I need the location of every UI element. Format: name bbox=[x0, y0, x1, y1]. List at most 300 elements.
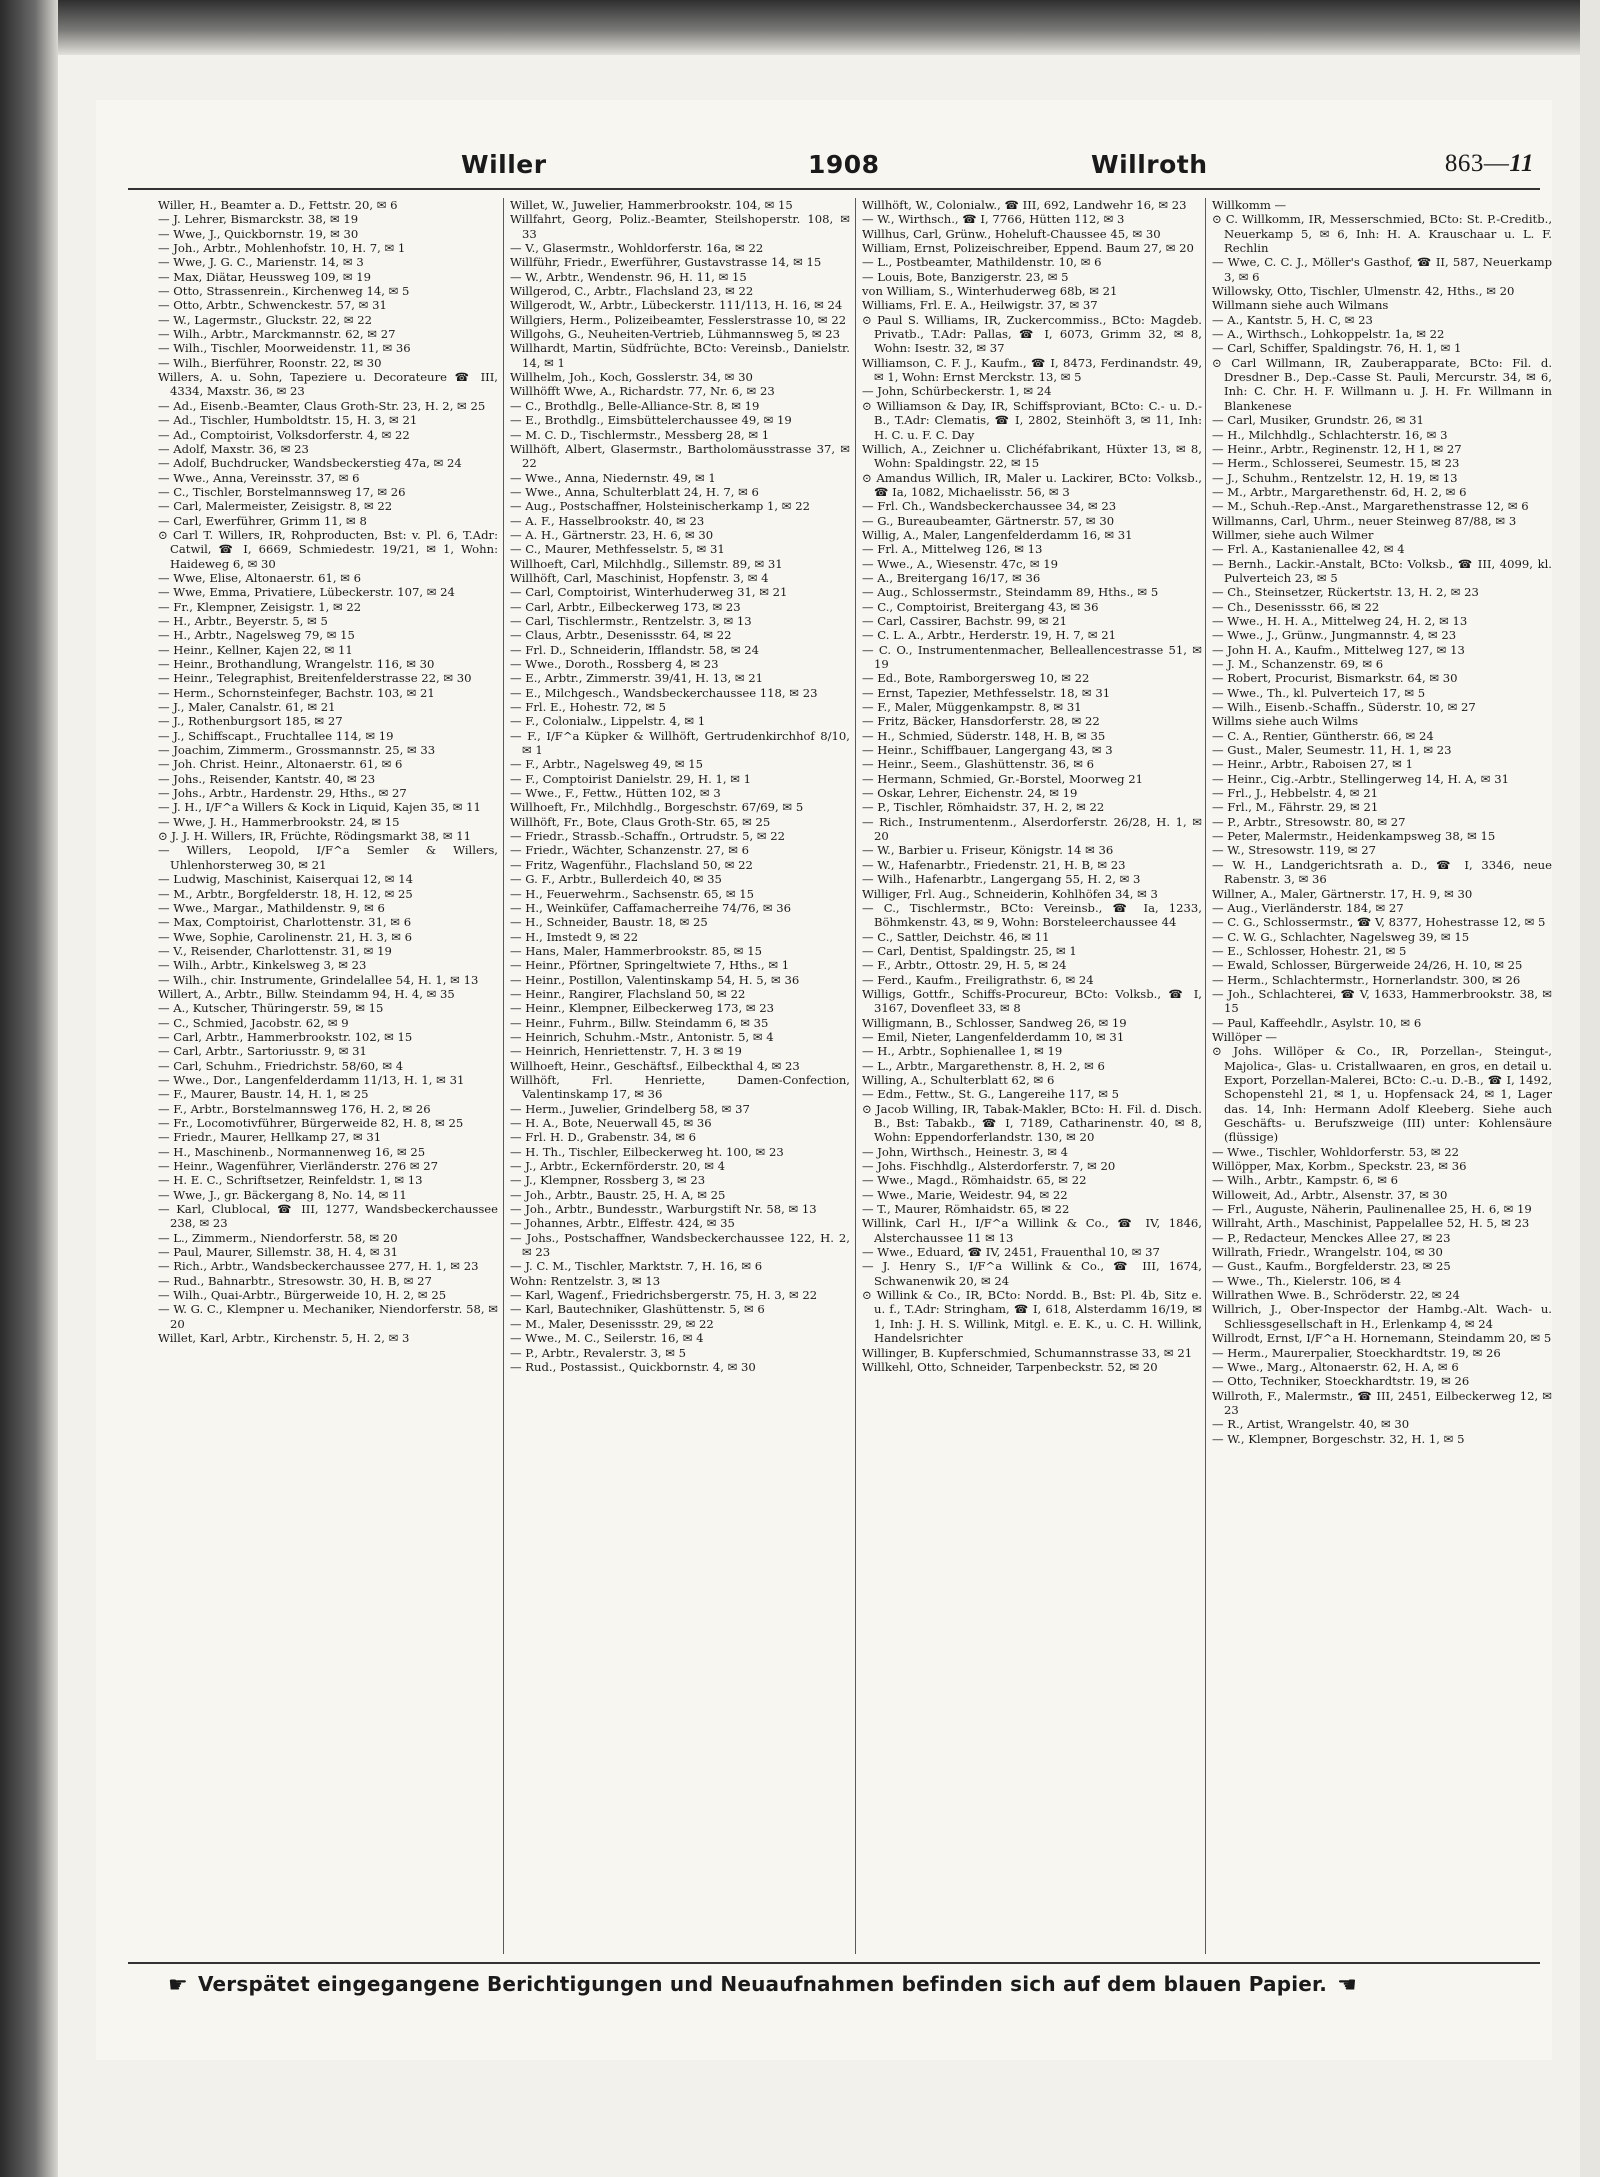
directory-entry: — Karl, Clublocal, ☎ III, 1277, Wandsbeckerchaussee 238, ✉ 23 bbox=[158, 1202, 498, 1231]
directory-entry: — Heinr., Pförtner, Springeltwiete 7, Hths., ✉ 1 bbox=[510, 958, 790, 973]
directory-entry: — Wwe., Anna, Schulterblatt 24, H. 7, ✉ 6 bbox=[510, 484, 759, 499]
directory-entry: — A., Breitergang 16/17, ✉ 36 bbox=[862, 570, 1041, 585]
directory-entry: — G., Bureaubeamter, Gärtnerstr. 57, ✉ 30 bbox=[862, 513, 1115, 528]
directory-entry: Willraht, Arth., Maschinist, Pappelallee 52, H. 5, ✉ 23 bbox=[1212, 1216, 1530, 1231]
directory-entry: — W., Stresowstr. 119, ✉ 27 bbox=[1212, 843, 1376, 858]
directory-entry: Willhoeft, Heinr., Geschäftsf., Eilbeckthal 4, ✉ 23 bbox=[510, 1058, 800, 1073]
directory-entry: — Wwe, Sophie, Carolinenstr. 21, H. 3, ✉ 6 bbox=[158, 929, 412, 944]
directory-entry: Willführ, Friedr., Ewerführer, Gustavstrasse 14, ✉ 15 bbox=[510, 255, 822, 270]
directory-entry: — E., Schlosser, Hohestr. 21, ✉ 5 bbox=[1212, 943, 1407, 958]
page-number-main: 863— bbox=[1444, 150, 1510, 177]
directory-entry: — H., Weinküfer, Caffamacherreihe 74/76, ✉ 36 bbox=[510, 900, 791, 915]
directory-entry: — Aug., Postschaffner, Holsteinischerkamp 1, ✉ 22 bbox=[510, 499, 810, 514]
directory-entry: — E., Arbtr., Zimmerstr. 39/41, H. 13, ✉ 21 bbox=[510, 671, 764, 686]
directory-entry: — John H. A., Kaufm., Mittelweg 127, ✉ 13 bbox=[1212, 642, 1465, 657]
directory-entry: Williger, Frl. Aug., Schneiderin, Kohlhöfen 34, ✉ 3 bbox=[862, 886, 1158, 901]
directory-entry: — Wwe., Anna, Niedernstr. 49, ✉ 1 bbox=[510, 470, 716, 485]
directory-entry: — Aug., Schlossermstr., Steindamm 89, Hths., ✉ 5 bbox=[862, 585, 1159, 600]
directory-entry: — C. L. A., Arbtr., Herderstr. 19, H. 7, ✉ 21 bbox=[862, 628, 1117, 643]
header-rule bbox=[128, 188, 1540, 190]
directory-entry: — Wwe, J. H., Hammerbrookstr. 24, ✉ 15 bbox=[158, 814, 400, 829]
directory-entry: — Frl. Ch., Wandsbeckerchaussee 34, ✉ 23 bbox=[862, 499, 1117, 514]
directory-entry: — Bernh., Lackir.-Anstalt, BCto: Volksb., ☎ III, 4099, kl. Pulverteich 23, ✉ 5 bbox=[1212, 556, 1552, 585]
directory-entry: — A. F., Hasselbrookstr. 40, ✉ 23 bbox=[510, 513, 705, 528]
directory-entry: — E., Milchgesch., Wandsbeckerchaussee 118, ✉ 23 bbox=[510, 685, 818, 700]
directory-entry: Willkomm — bbox=[1212, 198, 1287, 212]
directory-entry: Willhöft, Albert, Glasermstr., Bartholomäusstrasse 37, ✉ 22 bbox=[510, 441, 850, 471]
directory-entry: — H., Imstedt 9, ✉ 22 bbox=[510, 929, 639, 944]
directory-entry: Willfahrt, Georg, Poliz.-Beamter, Steilshoperstr. 108, ✉ 33 bbox=[510, 212, 850, 241]
directory-entry: — C., Brothdlg., Belle-Alliance-Str. 8, ✉ 19 bbox=[510, 398, 760, 413]
directory-entry: — H., Milchhdlg., Schlachterstr. 16, ✉ 3 bbox=[1212, 427, 1448, 442]
directory-entry: — Carl, Ewerführer, Grimm 11, ✉ 8 bbox=[158, 513, 367, 528]
directory-entry: Willrich, J., Ober-Inspector der Hambg.-Alt. Wach- u. Schliessgesellschaft in H., Erlenkamp 4, ✉ 24 bbox=[1212, 1302, 1552, 1331]
directory-entry: — Ludwig, Maschinist, Kaiserquai 12, ✉ 14 bbox=[158, 872, 413, 887]
directory-entry: — Wwe., M. C., Seilerstr. 16, ✉ 4 bbox=[510, 1331, 704, 1346]
directory-column-2 bbox=[510, 198, 850, 1954]
directory-entry: Willrathen Wwe. B., Schröderstr. 22, ✉ 24 bbox=[1212, 1288, 1460, 1303]
directory-entry: — J., Maler, Canalstr. 61, ✉ 21 bbox=[158, 700, 336, 715]
directory-entry: ⊙ C. Willkomm, IR, Messerschmied, BCto: St. P.-Creditb., Neuerkamp 5, ✉ 6, Inh: H. A. Krauschaar u. L. F. Rechlin bbox=[1212, 212, 1552, 256]
directory-entry: — J. C. M., Tischler, Marktstr. 7, H. 16, ✉ 6 bbox=[510, 1259, 763, 1274]
directory-entry: — P., Arbtr., Revalerstr. 3, ✉ 5 bbox=[510, 1345, 687, 1360]
directory-entry: — Carl, Musiker, Grundstr. 26, ✉ 31 bbox=[1212, 413, 1424, 428]
directory-entry: — Carl, Malermeister, Zeisigstr. 8, ✉ 22 bbox=[158, 499, 393, 514]
directory-entry: Willhus, Carl, Grünw., Hoheluft-Chaussee 45, ✉ 30 bbox=[862, 226, 1161, 241]
directory-entry: — Claus, Arbtr., Desenissstr. 64, ✉ 22 bbox=[510, 628, 732, 643]
directory-entry: — W., Barbier u. Friseur, Königstr. 14 ✉ 36 bbox=[862, 843, 1114, 858]
directory-entry: ⊙ Amandus Willich, IR, Maler u. Lackirer, BCto: Volksb., ☎ Ia, 1082, Michaelisstr. 56, ✉ 3 bbox=[862, 470, 1202, 499]
directory-entry: von William, S., Winterhuderweg 68b, ✉ 21 bbox=[862, 284, 1118, 299]
directory-entry: — Johannes, Arbtr., Elffestr. 424, ✉ 35 bbox=[510, 1216, 735, 1231]
directory-entry: — Ewald, Schlosser, Bürgerweide 24/26, H. 10, ✉ 25 bbox=[1212, 958, 1523, 973]
directory-entry: Willich, A., Zeichner u. Clichéfabrikant, Hüxter 13, ✉ 8, Wohn: Spaldingstr. 22, ✉ 15 bbox=[862, 441, 1202, 471]
directory-entry: Willhöft, Fr., Bote, Claus Groth-Str. 65, ✉ 25 bbox=[510, 814, 771, 829]
directory-entry: Willers, A. u. Sohn, Tapeziere u. Decorateure ☎ III, 4334, Maxstr. 36, ✉ 23 bbox=[158, 370, 498, 399]
directory-entry: — E., Brothdlg., Eimsbüttelerchaussee 49, ✉ 19 bbox=[510, 413, 792, 428]
directory-entry: — Heinr., Arbtr., Reginenstr. 12, H 1, ✉ 27 bbox=[1212, 441, 1462, 456]
directory-entry: ⊙ Willink & Co., IR, BCto: Nordd. B., Bst: Pl. 4b, Sitz e. u. f., T.Adr: Stringham, ☎ I, 618, Alsterdamm 16/19, ✉ 1, Inh: J. H. S. Willink, Mitgl. e. E. K., u. C. H. Willink, Handelsrichter bbox=[862, 1288, 1202, 1346]
directory-entry: ⊙ Carl Willmann, IR, Zauberapparate, BCto: Fil. d. Dresdner B., Dep.-Casse St. Pauli, Mercurstr. 34, ✉ 6, Inh: C. Chr. H. F. Willmann u. J. H. Fr. Willmann in Blankenese bbox=[1212, 355, 1552, 413]
directory-entry: — Fr., Locomotivführer, Bürgerweide 82, H. 8, ✉ 25 bbox=[158, 1116, 464, 1130]
directory-entry: — Johs. Fischhdlg., Alsterdorferstr. 7, ✉ 20 bbox=[862, 1159, 1116, 1174]
directory-entry: — Joh., Arbtr., Baustr. 25, H. A, ✉ 25 bbox=[510, 1187, 726, 1202]
directory-entry: — F., Maler, Müggenkampstr. 8, ✉ 31 bbox=[862, 700, 1082, 715]
directory-entry: — J., Schuhm., Rentzelstr. 12, H. 19, ✉ 13 bbox=[1212, 470, 1458, 485]
directory-column-1 bbox=[158, 198, 498, 1954]
directory-entry: — Johs., Postschaffner, Wandsbeckerchaussee 122, H. 2, ✉ 23 bbox=[510, 1230, 850, 1260]
directory-entry: — Wwe., H. H. A., Mittelweg 24, H. 2, ✉ 13 bbox=[1212, 613, 1468, 628]
directory-entry: — Wwe., Anna, Vereinsstr. 37, ✉ 6 bbox=[158, 470, 360, 485]
directory-entry: ⊙ Williamson & Day, IR, Schiffsproviant, BCto: C.- u. D.-B., T.Adr: Clematis, ☎ I, 2802, Steinhöft 3, ✉ 11, Inh: H. C. u. F. C. Day bbox=[862, 398, 1202, 442]
directory-entry: Willhöft, Frl. Henriette, Damen-Confection, Valentinskamp 17, ✉ 36 bbox=[510, 1072, 850, 1102]
directory-entry: — Frl., M., Fährstr. 29, ✉ 21 bbox=[1212, 800, 1379, 815]
directory-entry: — A., Kantstr. 5, H. C, ✉ 23 bbox=[1212, 312, 1373, 327]
directory-entry: — J., Klempner, Rossberg 3, ✉ 23 bbox=[510, 1173, 706, 1188]
directory-entry: — Paul, Maurer, Sillemstr. 38, H. 4, ✉ 31 bbox=[158, 1245, 398, 1260]
directory-entry: — Heinrich, Henriettenstr. 7, H. 3 ✉ 19 bbox=[510, 1044, 742, 1059]
directory-entry: — Frl. E., Hohestr. 72, ✉ 5 bbox=[510, 700, 667, 715]
directory-entry: Willöper — bbox=[1212, 1029, 1277, 1044]
directory-entry: Williams, Frl. E. A., Heilwigstr. 37, ✉ 37 bbox=[862, 298, 1098, 313]
directory-entry: — Wilh., Arbtr., Marckmannstr. 62, ✉ 27 bbox=[158, 327, 396, 342]
header-first-name: Willer bbox=[461, 150, 547, 179]
directory-entry: — W., Klempner, Borgeschstr. 32, H. 1, ✉ 5 bbox=[1212, 1431, 1465, 1446]
directory-entry: — G. F., Arbtr., Bullerdeich 40, ✉ 35 bbox=[510, 872, 722, 887]
directory-entry: — Frl. D., Schneiderin, Ifflandstr. 58, ✉ 24 bbox=[510, 642, 760, 657]
directory-entry: — J. M., Schanzenstr. 69, ✉ 6 bbox=[1212, 657, 1384, 671]
directory-entry: — H., Schneider, Baustr. 18, ✉ 25 bbox=[510, 915, 708, 930]
directory-entry: — L., Postbeamter, Mathildenstr. 10, ✉ 6 bbox=[862, 255, 1102, 270]
directory-entry: Willet, Karl, Arbtr., Kirchenstr. 5, H. 2, ✉ 3 bbox=[158, 1331, 410, 1346]
directory-entry: — Joachim, Zimmerm., Grossmannstr. 25, ✉ 33 bbox=[158, 743, 436, 758]
directory-entry: — Willers, Leopold, I/F^a Semler & Willers, Uhlenhorsterweg 30, ✉ 21 bbox=[158, 843, 498, 872]
directory-entry: William, Ernst, Polizeischreiber, Eppend. Baum 27, ✉ 20 bbox=[862, 241, 1194, 256]
directory-entry: — Wilh., Arbtr., Kampstr. 6, ✉ 6 bbox=[1212, 1173, 1399, 1188]
pointing-hand-icon: ☚ bbox=[1337, 1973, 1358, 1998]
directory-entry: — Karl, Bautechniker, Glashüttenstr. 5, ✉ 6 bbox=[510, 1302, 765, 1317]
directory-entry: — Hermann, Schmied, Gr.-Borstel, Moorweg 21 bbox=[862, 771, 1144, 786]
directory-entry: — Wwe., Th., kl. Pulverteich 17, ✉ 5 bbox=[1212, 685, 1426, 700]
directory-entry: — Wwe., A., Wiesenstr. 47c, ✉ 19 bbox=[862, 556, 1059, 571]
directory-entry: — Wwe., Doroth., Rossberg 4, ✉ 23 bbox=[510, 657, 719, 671]
directory-entry: Willhelm, Joh., Koch, Gosslerstr. 34, ✉ 30 bbox=[510, 370, 753, 385]
directory-entry: — Karl, Wagenf., Friedrichsbergerstr. 75, H. 3, ✉ 22 bbox=[510, 1288, 818, 1303]
directory-entry: — C., Maurer, Methfesselstr. 5, ✉ 31 bbox=[510, 542, 725, 557]
directory-entry: — Frl. A., Mittelweg 126, ✉ 13 bbox=[862, 542, 1043, 557]
directory-entry: Willowsky, Otto, Tischler, Ulmenstr. 42, Hths., ✉ 20 bbox=[1212, 284, 1515, 299]
scan-border-right bbox=[1580, 0, 1600, 2177]
directory-entry: — Gust., Kaufm., Borgfelderstr. 23, ✉ 25 bbox=[1212, 1259, 1451, 1274]
directory-entry: — F., Arbtr., Nagelsweg 49, ✉ 15 bbox=[510, 757, 704, 772]
directory-entry: — Fr., Klempner, Zeisigstr. 1, ✉ 22 bbox=[158, 599, 362, 614]
directory-entry: — Wwe., Marie, Weidestr. 94, ✉ 22 bbox=[862, 1187, 1068, 1202]
directory-entry: — Heinr., Cig.-Arbtr., Stellingerweg 14, H. A, ✉ 31 bbox=[1212, 771, 1509, 786]
footer-notice bbox=[168, 1972, 1408, 2006]
directory-entry: — Ad., Eisenb.-Beamter, Claus Groth-Str. 23, H. 2, ✉ 25 bbox=[158, 398, 486, 413]
directory-entry: — Wilh., Tischler, Moorweidenstr. 11, ✉ 36 bbox=[158, 341, 411, 356]
directory-entry: — Joh., Arbtr., Bundesstr., Warburgstift Nr. 58, ✉ 13 bbox=[510, 1202, 817, 1217]
directory-entry: — W., Hafenarbtr., Friedenstr. 21, H. B, ✉ 23 bbox=[862, 857, 1126, 872]
directory-entry: — Emil, Nieter, Langenfelderdamm 10, ✉ 31 bbox=[862, 1029, 1125, 1044]
directory-entry: — Hans, Maler, Hammerbrookstr. 85, ✉ 15 bbox=[510, 943, 762, 958]
directory-entry: — C. A., Rentier, Güntherstr. 66, ✉ 24 bbox=[1212, 728, 1434, 743]
directory-entry: — H., Feuerwehrm., Sachsenstr. 65, ✉ 15 bbox=[510, 886, 755, 901]
directory-entry: — H., Arbtr., Sophienallee 1, ✉ 19 bbox=[862, 1044, 1063, 1059]
directory-entry: — Frl. H. D., Grabenstr. 34, ✉ 6 bbox=[510, 1130, 696, 1145]
directory-entry: — J. Lehrer, Bismarckstr. 38, ✉ 19 bbox=[158, 212, 359, 227]
directory-entry: — L., Arbtr., Margarethenstr. 8, H. 2, ✉ 6 bbox=[862, 1058, 1105, 1073]
directory-entry: — Fritz, Bäcker, Hansdorferstr. 28, ✉ 22 bbox=[862, 714, 1100, 729]
directory-entry: Willhöft, Carl, Maschinist, Hopfenstr. 3, ✉ 4 bbox=[510, 570, 769, 585]
directory-entry: — H. E. C., Schriftsetzer, Reinfeldstr. 1, ✉ 13 bbox=[158, 1173, 423, 1188]
directory-entry: — Wwe., Tischler, Wohldorferstr. 53, ✉ 22 bbox=[1212, 1144, 1460, 1159]
directory-entry: — Johs., Reisender, Kantstr. 40, ✉ 23 bbox=[158, 771, 376, 786]
directory-entry: — Fritz, Wagenführ., Flachsland 50, ✉ 22 bbox=[510, 857, 753, 872]
directory-entry: ⊙ Jacob Willing, IR, Tabak-Makler, BCto: H. Fil. d. Disch. B., Bst: Tabakb., ☎ I, 7189, Catharinenstr. 40, ✉ 8, Wohn: Eppendorferlandstr. 130, ✉ 20 bbox=[862, 1101, 1202, 1145]
directory-entry: — Wilh., Bierführer, Roonstr. 22, ✉ 30 bbox=[158, 355, 382, 370]
directory-entry: — A., Kutscher, Thüringerstr. 59, ✉ 15 bbox=[158, 1001, 384, 1016]
directory-entry: ⊙ J. J. H. Willers, IR, Früchte, Rödingsmarkt 38, ✉ 11 bbox=[158, 829, 472, 844]
directory-entry: — Aug., Vierländerstr. 184, ✉ 27 bbox=[1212, 900, 1404, 915]
directory-entry: Wohn: Rentzelstr. 3, ✉ 13 bbox=[510, 1273, 661, 1288]
directory-entry: Willhöfft Wwe, A., Richardstr. 77, Nr. 6, ✉ 23 bbox=[510, 384, 775, 399]
directory-entry: Willer, H., Beamter a. D., Fettstr. 20, ✉ 6 bbox=[158, 198, 398, 212]
directory-entry: — C., Sattler, Deichstr. 46, ✉ 11 bbox=[862, 929, 1050, 944]
running-header bbox=[96, 150, 1552, 186]
directory-entry: — Gust., Maler, Seumestr. 11, H. 1, ✉ 23 bbox=[1212, 743, 1452, 758]
directory-entry: Willgerodt, W., Arbtr., Lübeckerstr. 111/113, H. 16, ✉ 24 bbox=[510, 298, 843, 313]
directory-entry: — Rich., Instrumentenm., Alserdorferstr. 26/28, H. 1, ✉ 20 bbox=[862, 814, 1202, 844]
directory-entry: — Frl., Auguste, Näherin, Paulinenallee 25, H. 6, ✉ 19 bbox=[1212, 1202, 1532, 1217]
directory-entry: Willgerod, C., Arbtr., Flachsland 23, ✉ 22 bbox=[510, 284, 754, 299]
directory-entry: — Wwe., F., Fettw., Hütten 102, ✉ 3 bbox=[510, 786, 721, 801]
directory-entry: Willkehl, Otto, Schneider, Tarpenbeckstr. 52, ✉ 20 bbox=[862, 1359, 1158, 1374]
directory-entry: — F., Maurer, Baustr. 14, H. 1, ✉ 25 bbox=[158, 1087, 369, 1102]
directory-entry: — Adolf, Buchdrucker, Wandsbeckerstieg 47a, ✉ 24 bbox=[158, 456, 462, 471]
directory-entry: Willmann siehe auch Wilmans bbox=[1212, 298, 1389, 313]
directory-entry: — Herm., Schlosserei, Seumestr. 15, ✉ 23 bbox=[1212, 456, 1460, 471]
directory-entry: — Joh. Christ. Heinr., Altonaerstr. 61, ✉ 6 bbox=[158, 757, 403, 772]
directory-entry: — A. H., Gärtnerstr. 23, H. 6, ✉ 30 bbox=[510, 527, 714, 542]
directory-entry: — Robert, Procurist, Bismarkstr. 64, ✉ 30 bbox=[1212, 671, 1458, 686]
directory-entry: — Wilh., Arbtr., Kinkelsweg 3, ✉ 23 bbox=[158, 958, 367, 973]
directory-entry: — H., Arbtr., Nagelsweg 79, ✉ 15 bbox=[158, 628, 355, 643]
directory-entry: — Heinr., Brothandlung, Wrangelstr. 116, ✉ 30 bbox=[158, 657, 435, 671]
directory-entry: — Otto, Techniker, Stoeckhardtstr. 19, ✉ 26 bbox=[1212, 1374, 1470, 1389]
directory-entry: Willert, A., Arbtr., Billw. Steindamm 94, H. 4, ✉ 35 bbox=[158, 986, 455, 1001]
directory-entry: — P., Arbtr., Stresowstr. 80, ✉ 27 bbox=[1212, 814, 1406, 829]
directory-entry: — Carl, Arbtr., Sartoriusstr. 9, ✉ 31 bbox=[158, 1044, 367, 1059]
directory-entry: — Wwe, Emma, Privatiere, Lübeckerstr. 107, ✉ 24 bbox=[158, 585, 455, 600]
directory-entry: — Herm., Juwelier, Grindelberg 58, ✉ 37 bbox=[510, 1101, 750, 1116]
directory-entry: — W., Lagermstr., Gluckstr. 22, ✉ 22 bbox=[158, 312, 373, 327]
directory-entry: — F., Comptoirist Danielstr. 29, H. 1, ✉ 1 bbox=[510, 771, 752, 786]
directory-entry: — Wwe, Elise, Altonaerstr. 61, ✉ 6 bbox=[158, 570, 362, 585]
directory-entry: Willinger, B. Kupferschmied, Schumannstrasse 33, ✉ 21 bbox=[862, 1345, 1193, 1360]
directory-entry: Willmanns, Carl, Uhrm., neuer Steinweg 87/88, ✉ 3 bbox=[1212, 513, 1517, 528]
directory-entry: — Heinr., Postillon, Valentinskamp 54, H. 5, ✉ 36 bbox=[510, 972, 800, 987]
directory-entry: — Heinr., Telegraphist, Breitenfelderstrasse 22, ✉ 30 bbox=[158, 671, 472, 686]
directory-entry: — Wilh., Eisenb.-Schaffn., Süderstr. 10, ✉ 27 bbox=[1212, 700, 1476, 715]
directory-entry: — F., Arbtr., Ottostr. 29, H. 5, ✉ 24 bbox=[862, 958, 1067, 973]
directory-entry: Willrodt, Ernst, I/F^a H. Hornemann, Steindamm 20, ✉ 5 bbox=[1212, 1331, 1552, 1346]
directory-entry: — F., I/F^a Küpker & Willhöft, Gertrudenkirchhof 8/10, ✉ 1 bbox=[510, 728, 850, 758]
directory-entry: — Joh., Schlachterei, ☎ V, 1633, Hammerbrookstr. 38, ✉ 15 bbox=[1212, 986, 1552, 1016]
directory-entry: — M., Arbtr., Borgfelderstr. 18, H. 12, ✉ 25 bbox=[158, 886, 413, 901]
directory-entry: — J. H., I/F^a Willers & Kock in Liquid, Kajen 35, ✉ 11 bbox=[158, 800, 481, 815]
directory-entry: Willoweit, Ad., Arbtr., Alsenstr. 37, ✉ 30 bbox=[1212, 1187, 1448, 1202]
directory-entry: — John, Schürbeckerstr. 1, ✉ 24 bbox=[862, 384, 1052, 399]
directory-entry: — Edm., Fettw., St. G., Langereihe 117, ✉ 5 bbox=[862, 1087, 1120, 1102]
directory-entry: — Wwe., Magd., Römhaidstr. 65, ✉ 22 bbox=[862, 1173, 1087, 1188]
directory-entry: — Wwe., J., Grünw., Jungmannstr. 4, ✉ 23 bbox=[1212, 628, 1457, 643]
directory-entry: — Ch., Desenissstr. 66, ✉ 22 bbox=[1212, 599, 1380, 614]
directory-entry: — Rud., Bahnarbtr., Stresowstr. 30, H. B, ✉ 27 bbox=[158, 1273, 432, 1288]
directory-entry: — Friedr., Maurer, Hellkamp 27, ✉ 31 bbox=[158, 1130, 382, 1145]
directory-entry: — M., Schuh.-Rep.-Anst., Margarethenstrasse 12, ✉ 6 bbox=[1212, 499, 1529, 514]
directory-column-4 bbox=[1212, 198, 1552, 1954]
directory-entry: Willigmann, B., Schlosser, Sandweg 26, ✉ 19 bbox=[862, 1015, 1127, 1030]
directory-entry: Willms siehe auch Wilms bbox=[1212, 714, 1359, 729]
page-number-suffix: 11 bbox=[1509, 150, 1534, 177]
directory-entry: — C., Tischler, Borstelmannsweg 17, ✉ 26 bbox=[158, 484, 406, 499]
directory-entry: — P., Redacteur, Menckes Allee 27, ✉ 23 bbox=[1212, 1230, 1451, 1245]
directory-entry: — John, Wirthsch., Heinestr. 3, ✉ 4 bbox=[862, 1144, 1069, 1159]
directory-entry: Willing, A., Schulterblatt 62, ✉ 6 bbox=[862, 1072, 1055, 1087]
directory-entry: — W., Arbtr., Wendenstr. 96, H. 11, ✉ 15 bbox=[510, 269, 747, 284]
directory-entry: — C., Schmied, Jacobstr. 62, ✉ 9 bbox=[158, 1015, 349, 1030]
directory-entry: — Frl. A., Kastanienallee 42, ✉ 4 bbox=[1212, 542, 1405, 557]
directory-entry: — Frl., J., Hebbelstr. 4, ✉ 21 bbox=[1212, 786, 1378, 801]
directory-entry: — C., Comptoirist, Breitergang 43, ✉ 36 bbox=[862, 599, 1099, 614]
directory-entry: Williamson, C. F. J., Kaufm., ☎ I, 8473, Ferdinandstr. 49, ✉ 1, Wohn: Ernst Merckstr. 13, ✉ 5 bbox=[862, 355, 1202, 385]
directory-entry: — M., Arbtr., Margarethenstr. 6d, H. 2, ✉ 6 bbox=[1212, 484, 1467, 499]
directory-entry: — Wilh., chir. Instrumente, Grindelallee 54, H. 1, ✉ 13 bbox=[158, 972, 479, 987]
directory-entry: — Heinr., Fuhrm., Billw. Steindamm 6, ✉ 35 bbox=[510, 1015, 769, 1030]
directory-entry: — Ernst, Tapezier, Methfesselstr. 18, ✉ 31 bbox=[862, 685, 1111, 700]
directory-entry: — Otto, Arbtr., Schwenckestr. 57, ✉ 31 bbox=[158, 298, 387, 313]
directory-entry: — Ad., Tischler, Humboldtstr. 15, H. 3, ✉ 21 bbox=[158, 413, 418, 428]
directory-entry: — M., Maler, Desenissstr. 29, ✉ 22 bbox=[510, 1316, 714, 1331]
directory-entry: — M. C. D., Tischlermstr., Messberg 28, ✉ 1 bbox=[510, 427, 770, 442]
directory-entry: — Heinr., Klempner, Eilbeckerweg 173, ✉ 23 bbox=[510, 1001, 774, 1016]
directory-entry: — L., Zimmerm., Niendorferstr. 58, ✉ 20 bbox=[158, 1230, 398, 1245]
directory-entry: — W., Wirthsch., ☎ I, 7766, Hütten 112, ✉ 3 bbox=[862, 212, 1125, 227]
directory-entry: — Ch., Steinsetzer, Rückertstr. 13, H. 2, ✉ 23 bbox=[1212, 585, 1479, 600]
pointing-hand-icon: ☛ bbox=[168, 1973, 188, 1998]
directory-entry: — Herm., Maurerpalier, Stoeckhardtstr. 19, ✉ 26 bbox=[1212, 1345, 1501, 1360]
directory-entry: — Heinr., Kellner, Kajen 22, ✉ 11 bbox=[158, 642, 353, 657]
directory-entry: — Peter, Malermstr., Heidenkampsweg 38, ✉ 15 bbox=[1212, 829, 1496, 844]
directory-entry: — J., Arbtr., Eckernförderstr. 20, ✉ 4 bbox=[510, 1159, 726, 1174]
directory-entry: — Carl, Comptoirist, Winterhuderweg 31, ✉ 21 bbox=[510, 585, 788, 600]
directory-entry: Willhoeft, Carl, Milchhdlg., Sillemstr. 89, ✉ 31 bbox=[510, 556, 783, 571]
column-divider bbox=[503, 198, 504, 1954]
column-divider bbox=[855, 198, 856, 1954]
directory-entry: — Max, Comptoirist, Charlottenstr. 31, ✉ 6 bbox=[158, 915, 412, 930]
directory-entry: — Wwe., Margar., Mathildenstr. 9, ✉ 6 bbox=[158, 900, 385, 915]
directory-entry: Willgiers, Herm., Polizeibeamter, Fesslerstrasse 10, ✉ 22 bbox=[510, 312, 847, 327]
directory-entry: — Wwe., Th., Kielerstr. 106, ✉ 4 bbox=[1212, 1273, 1402, 1288]
directory-entry: — Rich., Arbtr., Wandsbeckerchaussee 277, H. 1, ✉ 23 bbox=[158, 1259, 479, 1274]
directory-entry: — Heinrich, Schuhm.-Mstr., Antonistr. 5, ✉ 4 bbox=[510, 1029, 774, 1044]
directory-entry: — Friedr., Strassb.-Schaffn., Ortrudstr. 5, ✉ 22 bbox=[510, 829, 786, 844]
directory-entry: — P., Tischler, Römhaidstr. 37, H. 2, ✉ 22 bbox=[862, 800, 1105, 815]
directory-entry: — T., Maurer, Römhaidstr. 65, ✉ 22 bbox=[862, 1202, 1070, 1217]
directory-entry: — Heinr., Seem., Glashüttenstr. 36, ✉ 6 bbox=[862, 757, 1095, 772]
directory-entry: Willner, A., Maler, Gärtnerstr. 17, H. 9, ✉ 30 bbox=[1212, 886, 1473, 901]
directory-entry: Willink, Carl H., I/F^a Willink & Co., ☎ IV, 1846, Alsterchaussee 11 ✉ 13 bbox=[862, 1216, 1202, 1245]
directory-entry: — Wwe, C. C. J., Möller's Gasthof, ☎ II, 587, Neuerkamp 3, ✉ 6 bbox=[1212, 255, 1552, 284]
directory-entry: Willöpper, Max, Korbm., Speckstr. 23, ✉ 36 bbox=[1212, 1159, 1467, 1174]
directory-entry: — Wwe, J. G. C., Marienstr. 14, ✉ 3 bbox=[158, 255, 364, 270]
directory-entry: — Ed., Bote, Ramborgersweg 10, ✉ 22 bbox=[862, 671, 1090, 686]
directory-entry: — Heinr., Schiffbauer, Langergang 43, ✉ 3 bbox=[862, 743, 1113, 758]
directory-entry: — J., Schiffscapt., Fruchtallee 114, ✉ 19 bbox=[158, 728, 394, 743]
directory-entry: — H. A., Bote, Neuerwall 45, ✉ 36 bbox=[510, 1116, 712, 1130]
directory-entry: — Wwe, J., Quickbornstr. 19, ✉ 30 bbox=[158, 226, 359, 241]
directory-entry: — Carl, Arbtr., Hammerbrookstr. 102, ✉ 15 bbox=[158, 1029, 413, 1044]
directory-entry: — F., Colonialw., Lippelstr. 4, ✉ 1 bbox=[510, 714, 706, 729]
directory-entry: — Friedr., Wächter, Schanzenstr. 27, ✉ 6 bbox=[510, 843, 749, 858]
directory-entry: — Heinr., Arbtr., Raboisen 27, ✉ 1 bbox=[1212, 757, 1413, 772]
directory-entry: — Heinr., Rangirer, Flachsland 50, ✉ 22 bbox=[510, 986, 746, 1001]
directory-entry: — Carl, Schuhm., Friedrichstr. 58/60, ✉ 4 bbox=[158, 1058, 404, 1073]
directory-entry: — V., Reisender, Charlottenstr. 31, ✉ 19 bbox=[158, 943, 392, 958]
directory-entry: — W. H., Landgerichtsrath a. D., ☎ I, 3346, neue Rabenstr. 3, ✉ 36 bbox=[1212, 857, 1552, 887]
header-last-name: Willroth bbox=[1091, 150, 1208, 179]
directory-entry: ⊙ Johs. Willöper & Co., IR, Porzellan-, Steingut-, Majolica-, Glas- u. Cristallwaaren, en gros, en detail u. Export, Porzellan-Malerei, BCto: C.-u. D.-B., ☎ I, 1492, Schopenstehl 21, ✉ 1, u. Hopfensack 24, ✉ 1, Lager das. 14, Inh: Hermann Adolf Kleeberg. Siehe auch Geschäfts- u. Berufszweige (III) unter: Kohlensäure (flüssige) bbox=[1212, 1044, 1552, 1145]
directory-entry: — Wilh., Quai-Arbtr., Bürgerweide 10, H. 2, ✉ 25 bbox=[158, 1288, 447, 1303]
directory-entry: — J. Henry S., I/F^a Willink & Co., ☎ III, 1674, Schwanenwik 20, ✉ 24 bbox=[862, 1259, 1202, 1288]
directory-entry: Willhöft, W., Colonialw., ☎ III, 692, Landwehr 16, ✉ 23 bbox=[862, 198, 1187, 212]
page-number bbox=[1445, 150, 1534, 178]
directory-entry: — F., Arbtr., Borstelmannsweg 176, H. 2, ✉ 26 bbox=[158, 1101, 431, 1116]
directory-entry: — Carl, Tischlermstr., Rentzelstr. 3, ✉ 13 bbox=[510, 613, 752, 628]
directory-entry: Willhoeft, Fr., Milchhdlg., Borgeschstr. 67/69, ✉ 5 bbox=[510, 800, 804, 815]
directory-entry: — Oskar, Lehrer, Eichenstr. 24, ✉ 19 bbox=[862, 786, 1078, 801]
directory-entry: — Herm., Schlachtermstr., Hornerlandstr. 300, ✉ 26 bbox=[1212, 972, 1521, 987]
directory-entry: — H., Maschinenb., Normannenweg 16, ✉ 25 bbox=[158, 1144, 426, 1159]
column-divider bbox=[1205, 198, 1206, 1954]
directory-entry: — Carl, Cassirer, Bachstr. 99, ✉ 21 bbox=[862, 613, 1068, 628]
directory-entry: — Carl, Dentist, Spaldingstr. 25, ✉ 1 bbox=[862, 943, 1077, 958]
directory-entry: — Otto, Strassenrein., Kirchenweg 14, ✉ 5 bbox=[158, 284, 410, 299]
directory-entry: — Wwe., Marg., Altonaerstr. 62, H. A, ✉ 6 bbox=[1212, 1359, 1459, 1374]
directory-entry: — C., Tischlermstr., BCto: Vereinsb., ☎ Ia, 1233, Böhmkenstr. 43, ✉ 9, Wohn: Borsteleerchaussee 44 bbox=[862, 900, 1202, 930]
scan-border-left bbox=[0, 0, 58, 2177]
directory-entry: — Max, Diätar, Heussweg 109, ✉ 19 bbox=[158, 269, 371, 284]
directory-entry: — Ferd., Kaufm., Freiligrathstr. 6, ✉ 24 bbox=[862, 972, 1094, 987]
directory-column-3 bbox=[862, 198, 1202, 1954]
directory-entry: Willigs, Gottfr., Schiffs-Procureur, BCto: Volksb., ☎ I, 3167, Dovenfleet 33, ✉ 8 bbox=[862, 986, 1202, 1016]
directory-entry: — Wwe, J., gr. Bäckergang 8, No. 14, ✉ 11 bbox=[158, 1187, 407, 1202]
directory-entry: Willhardt, Martin, Südfrüchte, BCto: Vereinsb., Danielstr. 14, ✉ 1 bbox=[510, 341, 850, 370]
footer-rule bbox=[128, 1962, 1540, 1964]
directory-entry: — R., Artist, Wrangelstr. 40, ✉ 30 bbox=[1212, 1417, 1410, 1432]
directory-entry: — V., Glasermstr., Wohldorferstr. 16a, ✉ 22 bbox=[510, 241, 764, 256]
directory-entry: — C. O., Instrumentenmacher, Belleallencestrasse 51, ✉ 19 bbox=[862, 642, 1202, 671]
directory-entry: — J., Rothenburgsort 185, ✉ 27 bbox=[158, 714, 343, 729]
directory-entry: — Rud., Postassist., Quickbornstr. 4, ✉ 30 bbox=[510, 1359, 756, 1374]
directory-entry: Willet, W., Juwelier, Hammerbrookstr. 104, ✉ 15 bbox=[510, 198, 793, 212]
directory-entry: Willmer, siehe auch Wilmer bbox=[1212, 527, 1374, 542]
directory-entry: — Joh., Arbtr., Mohlenhofstr. 10, H. 7, ✉ 1 bbox=[158, 241, 406, 256]
directory-entry: — Louis, Bote, Banzigerstr. 23, ✉ 5 bbox=[862, 269, 1069, 284]
directory-entry: — H. Th., Tischler, Eilbeckerweg ht. 100, ✉ 23 bbox=[510, 1144, 784, 1159]
directory-entry: — H., Schmied, Süderstr. 148, H. B, ✉ 35 bbox=[862, 728, 1106, 743]
directory-entry: — Carl, Arbtr., Eilbeckerweg 173, ✉ 23 bbox=[510, 599, 741, 614]
directory-entry: Willgohs, G., Neuheiten-Vertrieb, Lühmannsweg 5, ✉ 23 bbox=[510, 327, 840, 342]
directory-entry: — Johs., Arbtr., Hardenstr. 29, Hths., ✉ 27 bbox=[158, 786, 407, 801]
directory-entry: — Herm., Schornsteinfeger, Bachstr. 103, ✉ 21 bbox=[158, 685, 435, 700]
directory-entry: — Adolf, Maxstr. 36, ✉ 23 bbox=[158, 441, 309, 456]
directory-entry: — Wwe., Eduard, ☎ IV, 2451, Frauenthal 10, ✉ 37 bbox=[862, 1245, 1160, 1260]
directory-entry: Willroth, F., Malermstr., ☎ III, 2451, Eilbeckerweg 12, ✉ 23 bbox=[1212, 1388, 1552, 1417]
directory-entry: ⊙ Carl T. Willers, IR, Rohproducten, Bst: v. Pl. 6, T.Adr: Catwil, ☎ I, 6669, Schmiedestr. 19/21, ✉ 1, Wohn: Haideweg 6, ✉ 30 bbox=[158, 527, 498, 571]
directory-entry: — Wilh., Hafenarbtr., Langergang 55, H. 2, ✉ 3 bbox=[862, 872, 1141, 887]
directory-entry: — Heinr., Wagenführer, Vierländerstr. 276 ✉ 27 bbox=[158, 1159, 438, 1174]
header-year: 1908 bbox=[808, 150, 880, 179]
directory-entry: Willig, A., Maler, Langenfelderdamm 16, ✉ 31 bbox=[862, 527, 1133, 542]
directory-entry: ⊙ Paul S. Williams, IR, Zuckercommiss., BCto: Magdeb. Privatb., T.Adr: Pallas, ☎ I, 6073, Grimm 32, ✉ 8, Wohn: Isestr. 32, ✉ 37 bbox=[862, 312, 1202, 356]
directory-entry: — H., Arbtr., Beyerstr. 5, ✉ 5 bbox=[158, 613, 328, 628]
footer-text: Verspätet eingegangene Berichtigungen und Neuaufnahmen befinden sich auf dem blauen Papier. bbox=[197, 1972, 1328, 1996]
directory-entry: — C. W. G., Schlachter, Nagelsweg 39, ✉ 15 bbox=[1212, 929, 1470, 944]
directory-entry: — A., Wirthsch., Lohkoppelstr. 1a, ✉ 22 bbox=[1212, 327, 1445, 342]
directory-entry: — Ad., Comptoirist, Volksdorferstr. 4, ✉ 22 bbox=[158, 427, 410, 442]
